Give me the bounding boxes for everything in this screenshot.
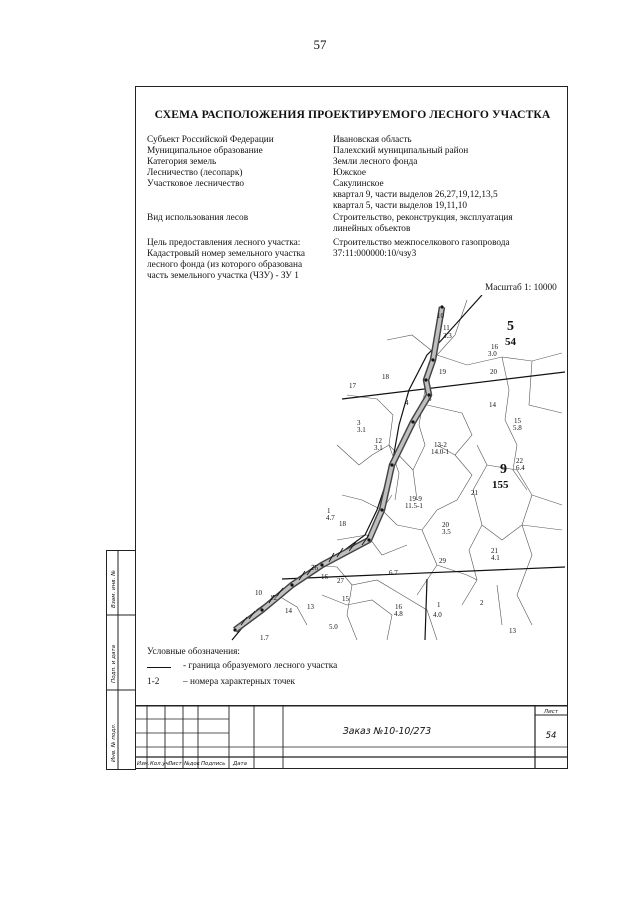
map-label: 16: [321, 573, 328, 581]
map-label: 5.8: [513, 424, 522, 432]
stamp-col-label: Дата: [233, 761, 247, 767]
map-label: 1: [437, 601, 441, 609]
field-value-forestry: Южское: [333, 168, 366, 178]
title-block: [135, 705, 568, 769]
purpose-label: Цель предоставления лесного участка:: [147, 238, 301, 248]
map-label: 14.0-1: [431, 448, 450, 456]
side-label: Инв. № подл.: [111, 723, 117, 762]
map-label: 3.1: [374, 444, 383, 452]
map-label: 1: [327, 507, 331, 515]
usage-value-line-2: линейных объектов: [333, 224, 411, 234]
cadastral-label-line-1: Кадастровый номер земельного участка: [147, 249, 306, 259]
map-label: 3.1: [357, 426, 366, 434]
stamp-col-label: №док: [184, 761, 200, 767]
map-label: 26: [311, 564, 318, 572]
usage-value-line-1: Строительство, реконструкция, эксплуатация: [333, 213, 513, 223]
sheet-number: 54: [545, 731, 557, 741]
map-label: 6.4: [516, 464, 525, 472]
map-label: 6.7: [389, 569, 398, 577]
map-label: 19: [439, 368, 446, 376]
map-label: 29: [439, 557, 446, 565]
field-value-municipality: Палехский муниципальный район: [333, 146, 469, 156]
map-label: 27: [337, 577, 344, 585]
map-label: 19-9: [409, 495, 422, 503]
side-stamp-labels: [111, 570, 117, 762]
boundary-line-icon: [147, 667, 171, 668]
map-label: 18: [382, 373, 389, 381]
cadastral-value: 37:11:000000:10/чзу3: [333, 249, 417, 259]
map-label: 13: [509, 627, 516, 635]
order-number: Заказ №10-10/273: [342, 726, 432, 737]
map-label: 4.0: [433, 611, 442, 619]
legend-title: Условные обозначения:: [147, 647, 240, 657]
field-label-municipality: Муниципальное образование: [147, 146, 263, 156]
purpose-value: Строительство межпоселкового газопровода: [333, 238, 510, 248]
map-label: 5.0: [329, 623, 338, 631]
stamp-col-label: Кол.уч.: [150, 761, 171, 767]
map-label: 3.5: [442, 528, 451, 536]
side-label: Подп. и дата: [111, 644, 117, 683]
field-value-district-forestry: Сакулинское: [333, 179, 384, 189]
map-label: 16: [491, 343, 498, 351]
map-label: 12: [270, 594, 277, 602]
map-label: 4: [405, 399, 409, 407]
map-label: 17: [349, 382, 356, 390]
map-label: 5: [428, 395, 432, 403]
map-label: 4.8: [394, 610, 403, 618]
map-label: 18: [339, 520, 346, 528]
map-label: 13-2: [434, 441, 447, 449]
location-line-2: квартал 5, части выделов 19,11,10: [333, 201, 468, 211]
legend-boundary-text: - граница образуемого лесного участка: [183, 661, 338, 671]
map-label: 4.7: [326, 514, 335, 522]
map-label: 11.5-1: [405, 502, 423, 510]
map-label: 13: [307, 603, 314, 611]
quarter-number: 9: [500, 462, 507, 477]
map-label: 3.0: [488, 350, 497, 358]
cadastral-label-line-3: часть земельного участка (ЧЗУ) - ЗУ 1: [147, 271, 299, 281]
map-label: 14: [489, 401, 496, 409]
location-line-1: квартал 9, части выделов 26,27,19,12,13,5: [333, 190, 498, 200]
map-label: 21: [471, 489, 478, 497]
map-label: 16: [395, 603, 402, 611]
field-label-district-forestry: Участковое лесничество: [147, 179, 245, 189]
side-stamp: [106, 550, 136, 770]
map-label: 2: [480, 599, 484, 607]
stamp-column-labels: [137, 761, 247, 767]
quarter-number: 5: [507, 319, 514, 334]
map-label: 1.7: [260, 634, 269, 642]
field-label-subject: Субъект Российской Федерации: [147, 135, 274, 145]
map-label: 3: [357, 419, 361, 427]
field-value-subject: Ивановская область: [333, 135, 412, 145]
map-label: 20: [442, 521, 449, 529]
quarter-subnumber: 54: [505, 336, 516, 348]
map-label: 15: [514, 417, 521, 425]
field-value-land-category: Земли лесного фонда: [333, 157, 418, 167]
map-label: 10: [437, 312, 444, 320]
field-label-forestry: Лесничество (лесопарк): [147, 168, 243, 178]
sheet-label: Лист: [543, 709, 559, 715]
map-label: 21: [491, 547, 498, 555]
map-label: 12: [375, 437, 382, 445]
map-label: 22: [516, 457, 523, 465]
map-scale: Масштаб 1: 10000: [485, 283, 557, 293]
scheme-title: СХЕМА РАСПОЛОЖЕНИЯ ПРОЕКТИРУЕМОГО ЛЕСНОГО УЧАСТКА: [154, 108, 551, 121]
quarter-subnumber: 155: [492, 479, 509, 491]
legend-points-key: 1-2: [147, 677, 160, 687]
map-label: 10: [255, 589, 262, 597]
cadastral-label-line-2: лесного фонда (из которого образована: [147, 260, 303, 270]
map-label: 4.1: [491, 554, 500, 562]
stamp-col-label: Изм.: [137, 761, 150, 767]
page-number: 57: [313, 37, 327, 52]
stamp-col-label: Подпись: [201, 761, 226, 767]
side-label: Взам. инв. №: [111, 570, 117, 608]
forest-plot-map: [137, 295, 565, 643]
legend-points-text: – номера характерных точек: [183, 677, 296, 687]
stamp-col-label: Лист: [168, 761, 182, 767]
map-label: 3.3: [443, 332, 452, 340]
field-label-land-category: Категория земель: [147, 157, 217, 167]
map-label: 11: [443, 324, 450, 332]
usage-label: Вид использования лесов: [147, 213, 249, 223]
map-label: 15: [342, 595, 349, 603]
map-label: 14: [285, 607, 292, 615]
map-label: 20: [490, 368, 497, 376]
